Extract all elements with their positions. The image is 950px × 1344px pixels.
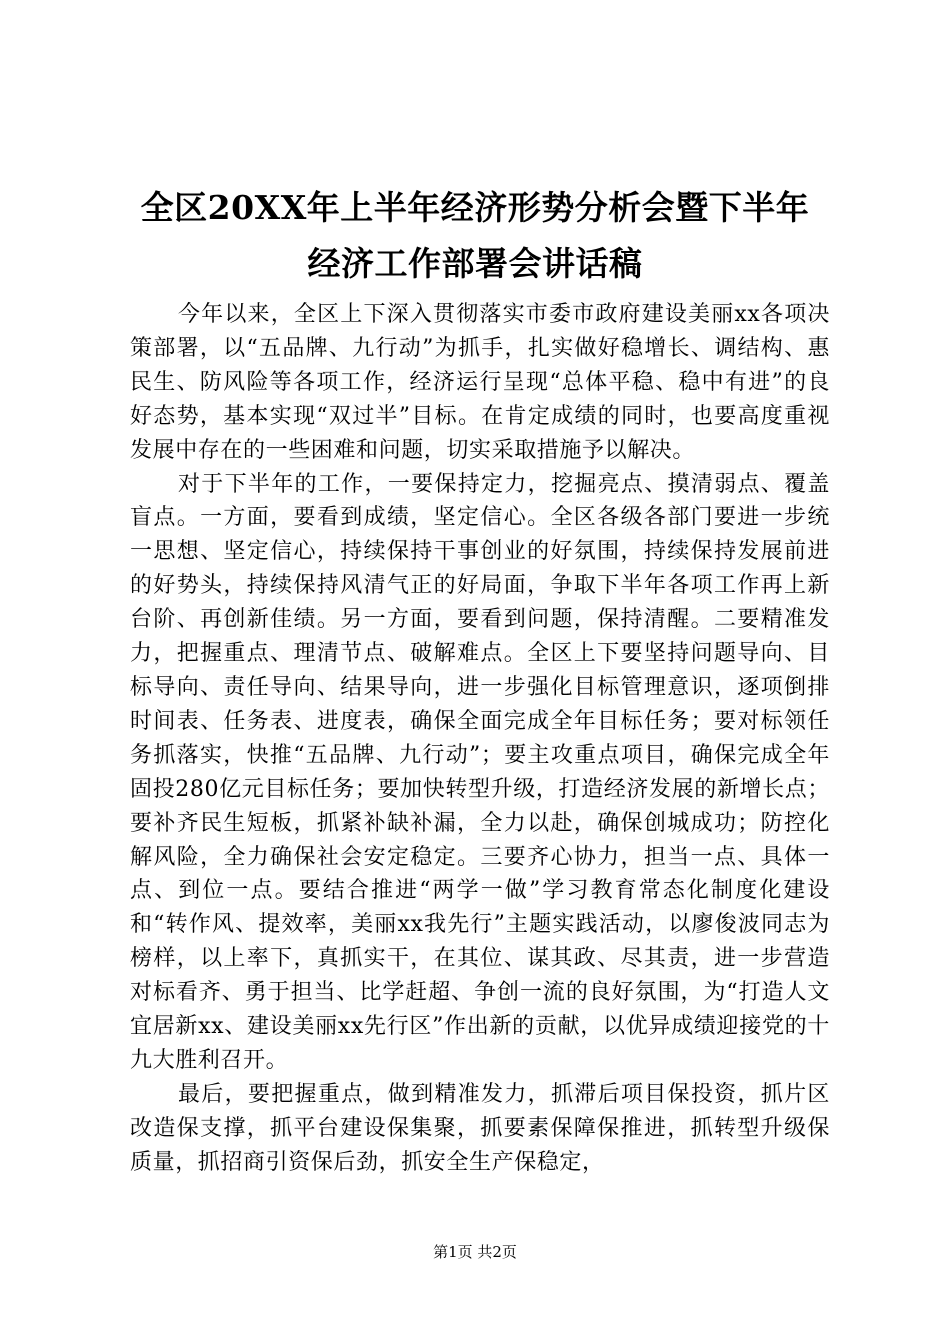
paragraph-3: 最后，要把握重点，做到精准发力，抓滞后项目保投资，抓片区改造保支撑，抓平台建设保集聚，抓要素保障保推进，抓转型升级保质量，抓招商引资保后劲，抓安全生产保稳定，: [130, 1081, 830, 1175]
paragraph-1: 今年以来，全区上下深入贯彻落实市委市政府建设美丽xx各项决策部署，以“五品牌、九行动”为抓手，扎实做好稳增长、调结构、惠民生、防风险等各项工作，经济运行呈现“总体平稳、稳中有进”的良好态势，基本实现“双过半”目标。在肯定成绩的同时，也要高度重视发展中存在的一些困难和问题，切实采取措施予以解决。: [130, 302, 830, 463]
document-title-line-1: 全区20XX年上半年经济形势分析会暨下半年: [140, 188, 810, 227]
paragraph-2: 对于下半年的工作，一要保持定力，挖掘亮点、摸清弱点、覆盖盲点。一方面，要看到成绩，坚定信心。全区各级各部门要进一步统一思想、坚定信心，持续保持干事创业的好氛围，持续保持发展前进的好势头，持续保持风清气正的好局面，争取下半年各项工作再上新台阶、再创新佳绩。另一方面，要看到问题，保持清醒。二要精准发力，把握重点、理清节点、破解难点。全区上下要坚持问题导向、目标导向、责任导向、结果导向，进一步强化目标管理意识，逐项倒排时间表、任务表、进度表，确保全面完成全年目标任务；要对标领任务抓落实，快推“五品牌、九行动”；要主攻重点项目，确保完成全年固投280亿元目标任务；要加快转型升级，打造经济发展的新增长点；要补齐民生短板，抓紧补缺补漏，全力以赴，确保创城成功；防控化解风险，全力确保社会安定稳定。三要齐心协力，担当一点、具体一点、到位一点。要结合推进“两学一做”学习教育常态化制度化建设和“转作风、提效率，美丽xx我先行”主题实践活动，以廖俊波同志为榜样，以上率下，真抓实干，在其位、谋其政、尽其责，进一步营造对标看齐、勇于担当、比学赶超、争创一流的良好氛围，为“打造人文宜居新xx、建设美丽xx先行区”作出新的贡献，以优异成绩迎接党的十九大胜利召开。: [130, 471, 830, 1073]
page-number-footer: 第1页 共2页: [433, 1243, 517, 1261]
document-title-line-2: 经济工作部署会讲话稿: [307, 244, 643, 283]
document-body: [130, 298, 830, 1180]
